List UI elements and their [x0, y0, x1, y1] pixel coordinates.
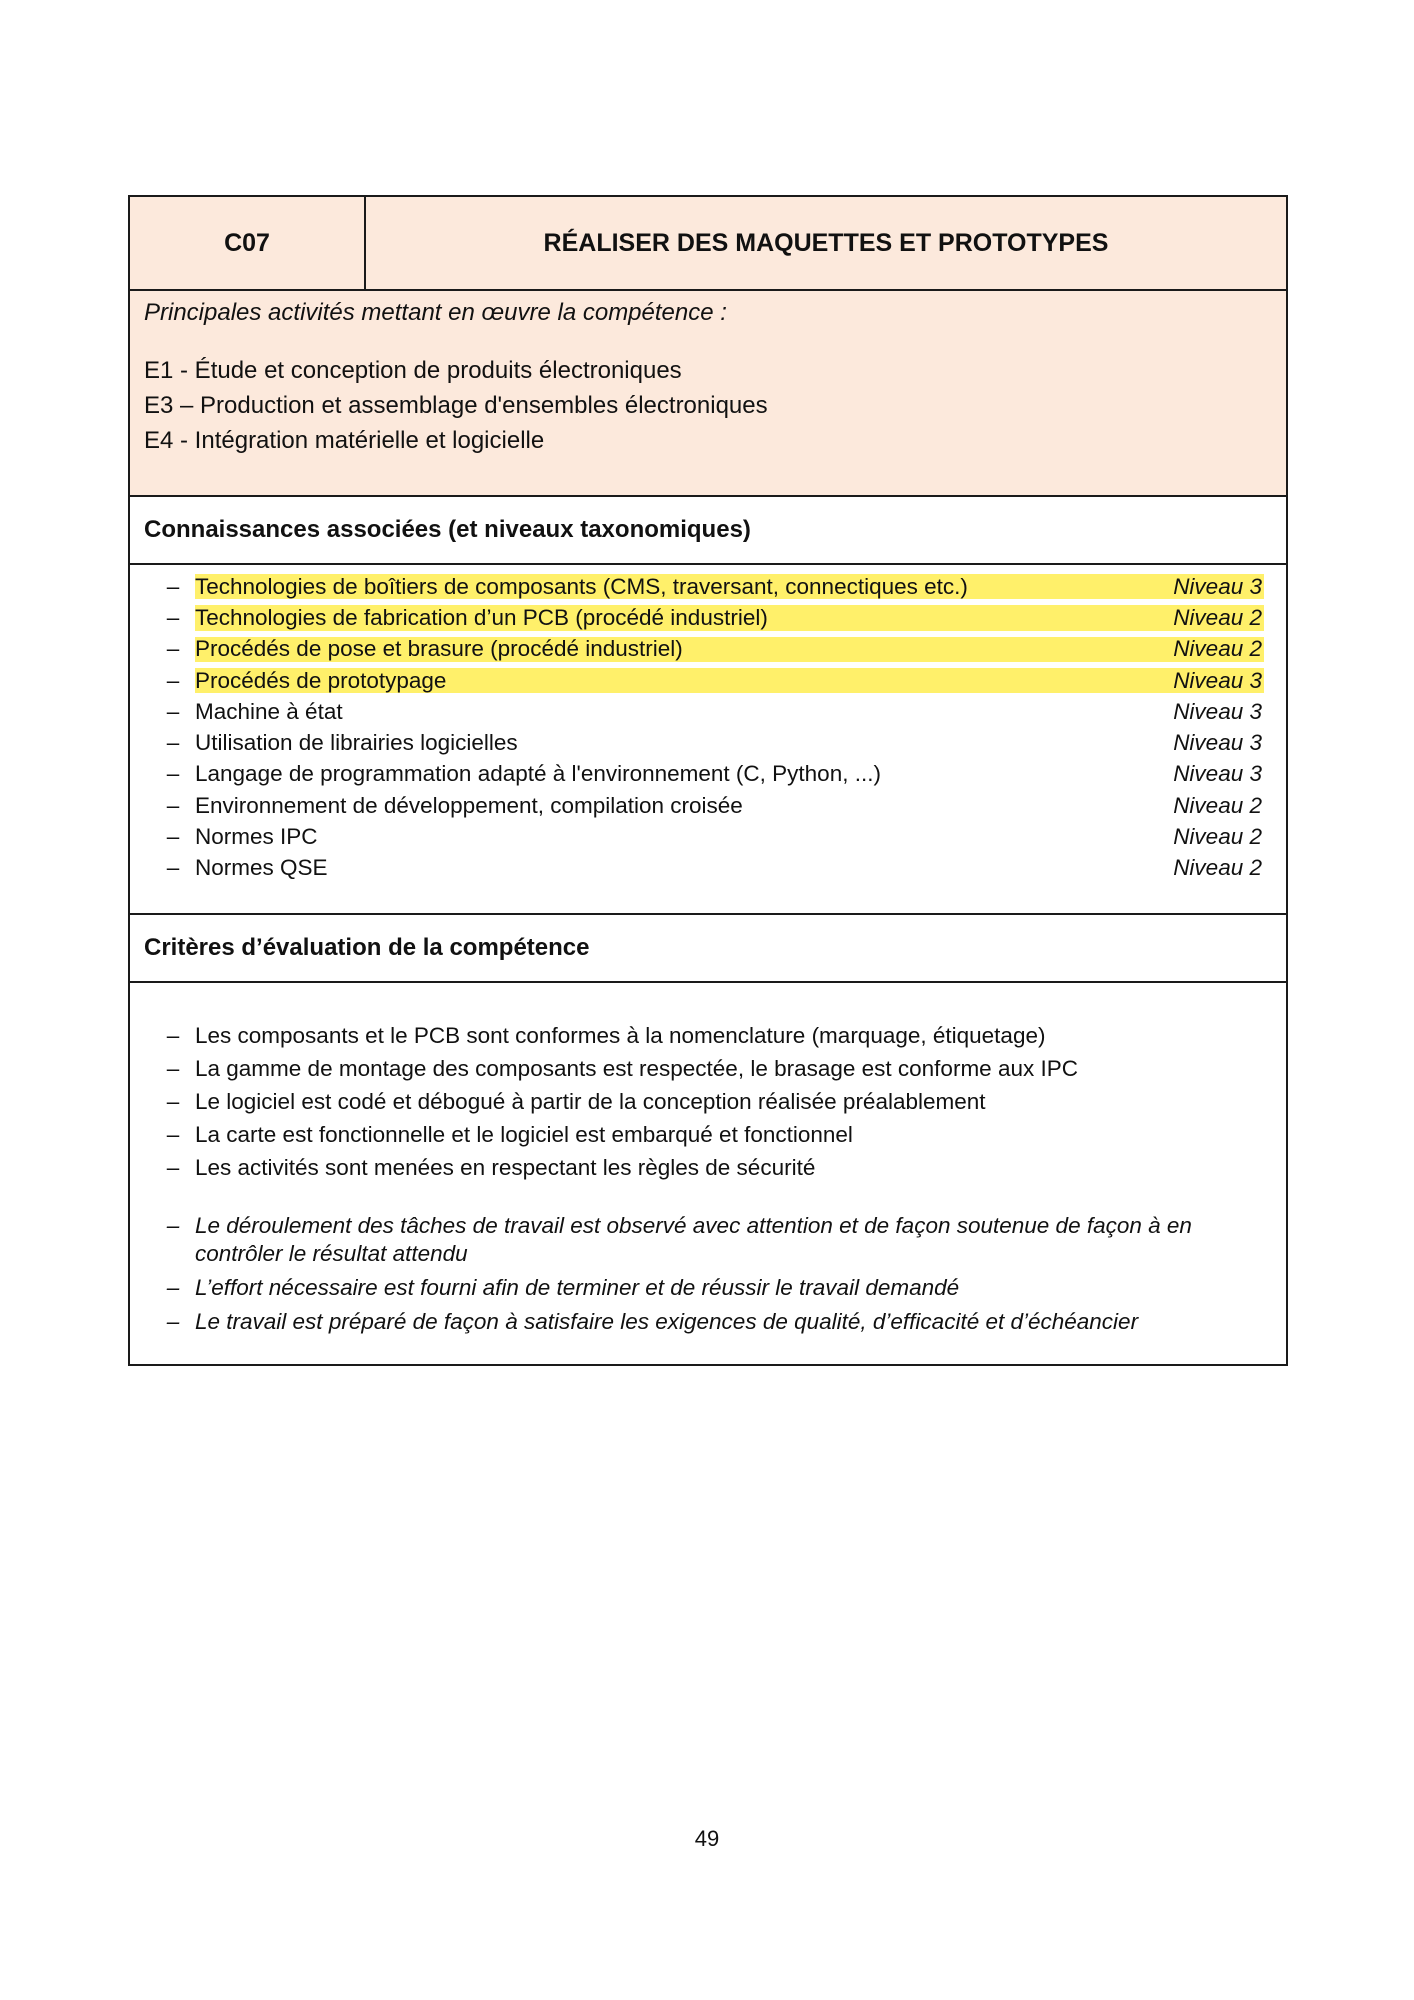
knowledge-label: Technologies de fabrication d’un PCB (procédé industriel) — [195, 604, 768, 630]
criteria-text: La gamme de montage des composants est respectée, le brasage est conforme aux IPC — [195, 1056, 1078, 1081]
dash-bullet-icon: – — [166, 761, 180, 787]
dash-bullet-icon: – — [166, 1213, 180, 1238]
dash-bullet-icon: – — [166, 636, 180, 662]
knowledge-level: Niveau 3 — [1173, 761, 1262, 787]
dash-bullet-icon: – — [166, 1155, 180, 1180]
knowledge-level: Niveau 2 — [1173, 824, 1262, 850]
knowledge-label: Utilisation de librairies logicielles — [195, 730, 518, 756]
criteria-item — [130, 1052, 1286, 1085]
activities-section — [130, 291, 1286, 497]
activity-item: E3 – Production et assemblage d'ensembles électroniques — [144, 392, 768, 419]
knowledge-label: Normes IPC — [195, 824, 318, 850]
knowledge-item — [130, 696, 1286, 727]
criteria-item — [130, 1118, 1286, 1151]
dash-bullet-icon: – — [166, 1056, 180, 1081]
knowledge-item — [130, 821, 1286, 852]
activity-item: E4 - Intégration matérielle et logicielle — [144, 427, 545, 454]
knowledge-item-highlight — [195, 605, 1264, 630]
knowledge-item — [130, 571, 1286, 602]
knowledge-item-highlight — [195, 637, 1264, 662]
criteria-text: Les composants et le PCB sont conformes à la nomenclature (marquage, étiquetage) — [195, 1023, 1046, 1048]
dash-bullet-icon: – — [166, 1089, 180, 1114]
knowledge-level: Niveau 2 — [1173, 604, 1262, 630]
knowledge-item — [130, 790, 1286, 821]
dash-bullet-icon: – — [166, 1122, 180, 1147]
criteria-text: Les activités sont menées en respectant les règles de sécurité — [195, 1155, 816, 1180]
knowledge-level: Niveau 3 — [1173, 573, 1262, 599]
dash-bullet-icon: – — [166, 855, 180, 881]
knowledge-item — [130, 665, 1286, 696]
knowledge-level: Niveau 3 — [1173, 667, 1262, 693]
knowledge-label: Procédés de prototypage — [195, 667, 447, 693]
knowledge-item — [130, 759, 1286, 790]
activity-item: E1 - Étude et conception de produits électroniques — [144, 357, 682, 384]
criteria-text: La carte est fonctionnelle et le logiciel est embarqué et fonctionnel — [195, 1122, 853, 1147]
knowledge-level: Niveau 3 — [1173, 698, 1262, 724]
knowledge-item — [130, 727, 1286, 758]
criteria-item — [130, 1151, 1286, 1184]
criteria-text: Le déroulement des tâches de travail est observé avec attention et de façon soutenue de façon à en contrôler le résultat attendu — [195, 1213, 1192, 1266]
knowledge-list — [130, 565, 1286, 915]
knowledge-item-highlight — [195, 668, 1264, 693]
dash-bullet-icon: – — [166, 1023, 180, 1048]
knowledge-level: Niveau 2 — [1173, 855, 1262, 881]
knowledge-item — [130, 602, 1286, 633]
page-number: 49 — [694, 1826, 720, 1851]
knowledge-label: Procédés de pose et brasure (procédé industriel) — [195, 636, 683, 662]
dash-bullet-icon: – — [166, 1275, 180, 1300]
competence-table — [128, 195, 1288, 1366]
knowledge-item — [130, 634, 1286, 665]
criteria-heading: Critères d’évaluation de la compétence — [130, 915, 1286, 983]
criteria-list — [130, 983, 1286, 1364]
dash-bullet-icon: – — [166, 1309, 180, 1334]
criteria-text: Le travail est préparé de façon à satisfaire les exigences de qualité, d’efficacité et d’échéancier — [195, 1309, 1139, 1334]
dash-bullet-icon: – — [166, 667, 180, 693]
activities-intro: Principales activités mettant en œuvre la compétence : — [144, 299, 727, 326]
dash-bullet-icon: – — [166, 698, 180, 724]
knowledge-label: Langage de programmation adapté à l'environnement (C, Python, ...) — [195, 761, 881, 787]
dash-bullet-icon: – — [166, 604, 180, 630]
behavioral-criteria-item — [130, 1212, 1286, 1268]
activities-list — [144, 353, 1272, 458]
dash-bullet-icon: – — [166, 573, 180, 599]
competence-title: RÉALISER DES MAQUETTES ET PROTOTYPES — [543, 228, 1109, 257]
behavioral-criteria-item — [130, 1308, 1286, 1336]
knowledge-item — [130, 853, 1286, 884]
criteria-item — [130, 1019, 1286, 1052]
behavioral-criteria-item — [130, 1274, 1286, 1302]
knowledge-label: Machine à état — [195, 698, 343, 724]
dash-bullet-icon: – — [166, 824, 180, 850]
knowledge-label: Environnement de développement, compilation croisée — [195, 792, 743, 818]
dash-bullet-icon: – — [166, 792, 180, 818]
criteria-item — [130, 1085, 1286, 1118]
knowledge-level: Niveau 2 — [1173, 792, 1262, 818]
knowledge-item-highlight — [195, 574, 1264, 599]
knowledge-level: Niveau 2 — [1173, 636, 1262, 662]
spacer — [130, 1184, 1286, 1212]
dash-bullet-icon: – — [166, 730, 180, 756]
knowledge-heading: Connaissances associées (et niveaux taxonomiques) — [130, 497, 1286, 565]
criteria-text: L’effort nécessaire est fourni afin de terminer et de réussir le travail demandé — [195, 1275, 960, 1300]
knowledge-label: Normes QSE — [195, 855, 328, 881]
competence-header — [130, 197, 1286, 291]
criteria-text: Le logiciel est codé et débogué à partir de la conception réalisée préalablement — [195, 1089, 986, 1114]
knowledge-label: Technologies de boîtiers de composants (CMS, traversant, connectiques etc.) — [195, 573, 968, 599]
competence-code: C07 — [130, 197, 366, 289]
knowledge-level: Niveau 3 — [1173, 730, 1262, 756]
